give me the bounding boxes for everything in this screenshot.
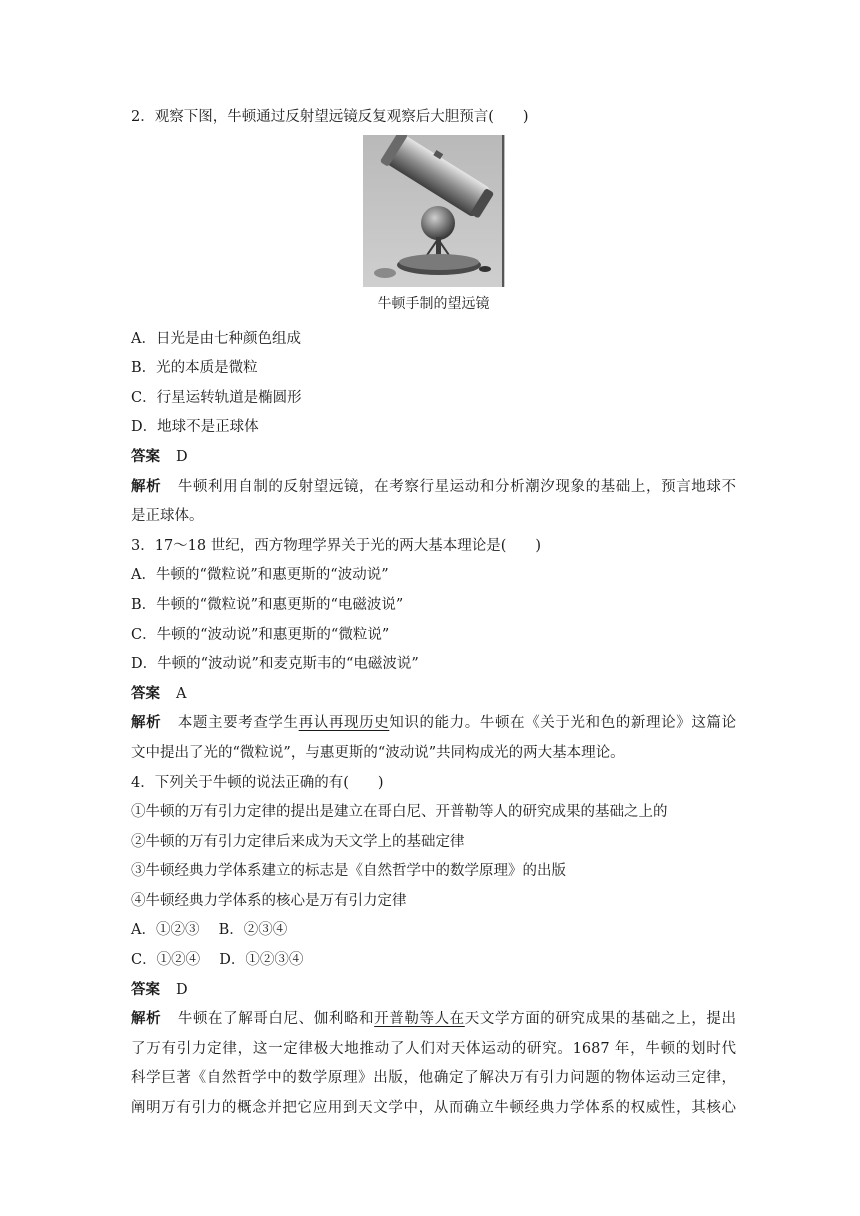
analysis-text: 牛顿在了解哥白尼、伽利略和 [177,1011,375,1028]
q2-analysis-line-1 [131,473,736,503]
q3-analysis-line-2: 文中提出了光的“微粒说”，与惠更斯的“波动说”共同构成光的两大基本理论。 [131,744,625,761]
q3-option-c: C．牛顿的“波动说”和惠更斯的“微粒说” [131,626,390,643]
analysis-text: 天文学方面的研究成果的基础之上，提出 [464,1011,737,1028]
q3-option-b: B．牛顿的“微粒说”和惠更斯的“电磁波说” [131,596,404,613]
answer-value: D [176,981,188,998]
analysis-text: 本题主要考查学生 [177,715,299,732]
q2-stem: 2．观察下图，牛顿通过反射望远镜反复观察后大胆预言( ) [131,109,529,125]
answer-label: 答案 [131,448,160,465]
q2-option-c: C．行星运转轨道是椭圆形 [131,389,302,406]
answer-value: A [176,685,187,702]
q4-analysis-line-2: 了万有引力定律，这一定律极大地推动了人们对天体运动的研究。1687 年，牛顿的划时代 [131,1040,736,1057]
q3-stem: 3．17～18 世纪，西方物理学界关于光的两大基本理论是( ) [131,537,542,554]
analysis-label: 解析 [131,1011,162,1028]
q4-stem: 4．下列关于牛顿的说法正确的有( ) [131,774,384,791]
analysis-text: 牛顿利用自制的反射望远镜，在考察行星运动和分析潮汐现象的基础上，预言地球不 [177,478,737,495]
answer-value: D [176,448,188,465]
answer-label: 答案 [131,685,160,702]
underlined-text: 开普勒等人在 [374,1011,465,1028]
q4-options-row-1: A．①②③ B．②③④ [131,922,288,939]
q4-statement-2: ②牛顿的万有引力定律后来成为天文学上的基础定律 [131,833,465,850]
q2-figure [131,135,736,321]
q2-option-b: B．光的本质是微粒 [131,360,258,377]
q3-answer [131,680,736,710]
q4-statement-4: ④牛顿经典力学体系的核心是万有引力定律 [131,892,407,909]
q4-analysis-line-4: 阐明万有引力的概念并把它应用到天文学中，从而确立牛顿经典力学体系的权威性，其核心 [131,1100,736,1117]
figure-caption: 牛顿手制的望远镜 [377,295,490,312]
analysis-text: 知识的能力。牛顿在《关于光和色的新理论》这篇论 [389,715,737,732]
q2-option-a: A．日光是由七种颜色组成 [131,330,301,347]
q2-option-d: D．地球不是正球体 [131,419,259,436]
telescope-photo [363,135,505,287]
q2-answer [131,443,736,473]
q4-statement-1: ①牛顿的万有引力定律的提出是建立在哥白尼、开普勒等人的研究成果的基础之上的 [131,804,668,821]
analysis-label: 解析 [131,478,162,495]
q2-analysis-line-2: 是正球体。 [131,508,204,525]
document-body [131,103,736,1124]
q4-statement-3: ③牛顿经典力学体系建立的标志是《自然哲学中的数学原理》的出版 [131,863,566,880]
q3-option-a: A．牛顿的“微粒说”和惠更斯的“波动说” [131,567,389,584]
answer-label: 答案 [131,981,160,998]
q3-analysis-line-1 [131,709,736,739]
q3-option-d: D．牛顿的“波动说”和麦克斯韦的“电磁波说” [131,656,419,673]
q4-answer [131,976,736,1006]
analysis-label: 解析 [131,715,162,732]
underlined-text: 再认再现历史 [298,715,390,732]
q4-analysis-line-3: 科学巨著《自然哲学中的数学原理》出版，他确定了解决万有引力问题的物体运动三定律， [131,1070,736,1087]
q4-analysis-line-1 [131,1005,736,1035]
q4-options-row-2: C．①②④ D．①②③④ [131,952,304,969]
